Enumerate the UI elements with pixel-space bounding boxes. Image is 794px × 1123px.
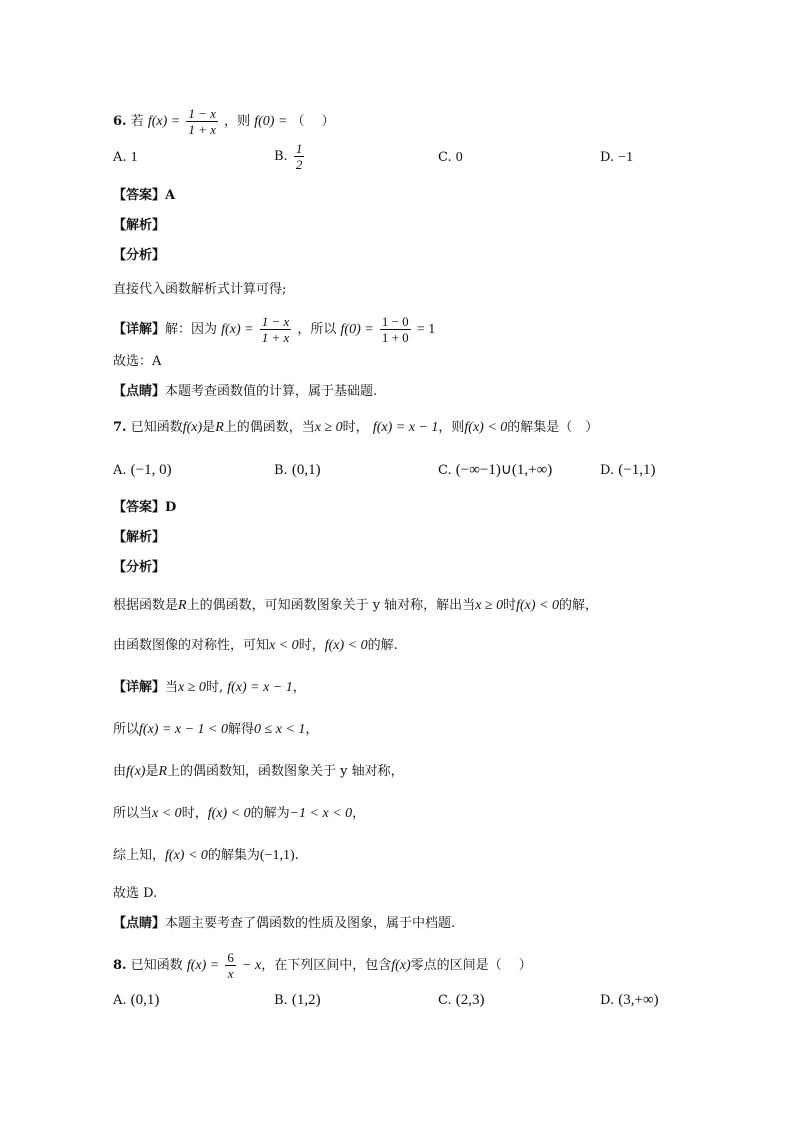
math: f(x) < 0: [464, 420, 508, 435]
math: R: [178, 598, 187, 613]
option-label: C.: [438, 993, 452, 1008]
text: 当: [165, 680, 179, 695]
stem-text: 时，: [342, 420, 369, 435]
q7-detail-line1: [113, 678, 306, 698]
math: f(x) < 0: [324, 638, 368, 653]
text: 的解为: [250, 806, 290, 821]
frac-num: 6: [227, 950, 234, 965]
q7-fenxi-line2: [113, 636, 398, 656]
option-value: (3,+∞): [618, 992, 659, 1008]
dianjing-text: 本题考查函数值的计算，属于基础题.: [165, 384, 378, 399]
option-label: A.: [113, 993, 127, 1008]
option-value: (2,3): [455, 992, 485, 1008]
q6-stem-tail: （ ）: [291, 114, 335, 129]
q8-fraction: [225, 950, 236, 981]
text: ，: [292, 680, 306, 695]
option-label: C.: [438, 463, 452, 478]
text: 时，: [298, 638, 325, 653]
q6-stem: [113, 106, 335, 137]
detail-fraction-2: [380, 314, 411, 345]
math: − x: [242, 958, 262, 973]
detail-text: 解：因为: [165, 322, 218, 337]
text: 由: [113, 764, 127, 779]
text: 时,: [205, 680, 224, 695]
dianjing-text: 本题主要考查了偶函数的性质及图象，属于中档题.: [165, 916, 456, 931]
option-value: (−1,1): [618, 462, 656, 478]
frac-den: 1 + x: [261, 330, 290, 345]
detail-mid: ，所以: [297, 322, 337, 337]
text: 时: [503, 598, 517, 613]
text: 根据函数是: [113, 598, 179, 613]
frac-num: 1 − 0: [381, 314, 409, 329]
text: ，: [305, 722, 319, 737]
text: 解得: [228, 722, 255, 737]
math: f(x): [182, 420, 203, 435]
q8-option-b: [274, 990, 321, 1011]
q8-option-c: [438, 990, 485, 1011]
q7-option-d: [600, 460, 655, 481]
detail-tag: 【详解】: [113, 322, 166, 337]
q7-jiexi: 【解析】: [113, 530, 166, 545]
stem-text: ，则: [438, 420, 465, 435]
math: f(x) < 0: [165, 848, 208, 863]
q6-option-b: [274, 141, 306, 172]
q7-stem: [113, 418, 598, 438]
detail-result: = 1: [416, 322, 436, 337]
math: 0 ≤ x < 1: [254, 722, 306, 737]
text: 所以: [113, 722, 140, 737]
stem-text: 已知函数: [130, 958, 183, 973]
option-fraction: [294, 141, 305, 172]
stem-text: ，在下列区间中，包含: [261, 958, 392, 973]
text: 的解集为: [207, 848, 260, 863]
math: f(x): [126, 764, 146, 779]
frac-den: x: [227, 966, 234, 981]
text: 的解.: [367, 638, 398, 653]
q7-dianjing: [113, 914, 455, 934]
option-label: D.: [600, 463, 615, 478]
stem-text: 上的偶函数，当: [223, 420, 315, 435]
q6-answer: [113, 186, 175, 206]
q8-option-d: [600, 990, 659, 1011]
q6-option-d: [600, 148, 633, 168]
q6-option-c: [438, 148, 463, 168]
math: x ≥ 0: [178, 680, 206, 695]
frac-num: 1: [295, 141, 303, 156]
detail-lhs: f(x) =: [221, 322, 254, 337]
option-value: (0,1): [291, 462, 321, 478]
q7-detail-line3: [113, 762, 404, 782]
dianjing-tag: 【点睛】: [113, 384, 166, 399]
q7-choose: 故选 D.: [113, 886, 158, 901]
text: 综上知，: [113, 848, 166, 863]
q7-option-c: [438, 460, 552, 481]
option-value: (−1, 0): [130, 462, 172, 478]
option-value: (1,2): [291, 992, 321, 1008]
stem-text: 是: [202, 420, 216, 435]
q7-detail-line5: [113, 846, 299, 866]
math: x ≥ 0: [475, 598, 504, 613]
option-value: −1: [618, 150, 634, 165]
q7-number: 7.: [113, 420, 127, 435]
math: R: [215, 420, 224, 435]
answer-value: A: [165, 188, 176, 203]
text: 所以当: [113, 806, 153, 821]
text: 上的偶函数知，函数图象关于 y 轴对称，: [167, 764, 404, 779]
option-value: (−∞−1)∪(1,+∞): [455, 462, 553, 478]
option-label: B.: [274, 463, 288, 478]
dianjing-tag: 【点睛】: [113, 916, 166, 931]
option-value: 0: [455, 150, 463, 165]
frac-den: 1 + 0: [381, 330, 409, 345]
frac-num: 1 − x: [261, 314, 290, 329]
text: ，: [352, 806, 366, 821]
q6-dianjing: [113, 382, 377, 402]
math: f(x) = x − 1: [227, 680, 293, 695]
math: x < 0: [152, 806, 182, 821]
q7-detail-line4: [113, 804, 365, 824]
answer-tag: 【答案】: [113, 500, 166, 515]
q6-fraction: [186, 106, 218, 137]
q6-eval: f(0) =: [254, 114, 288, 129]
stem-text: 的解集是（ ）: [507, 420, 599, 435]
option-label: C.: [438, 150, 452, 165]
q6-stem-mid: ，则: [224, 114, 251, 129]
math: f(x) < 0: [207, 806, 251, 821]
q8-option-a: [113, 990, 159, 1011]
stem-text: 零点的区间是（ ）: [410, 958, 532, 973]
q6-func-lhs: f(x) =: [147, 114, 181, 129]
option-value: 1: [130, 150, 138, 165]
q6-number: 6.: [113, 114, 127, 129]
detail-fraction: [260, 314, 292, 345]
option-label: A.: [113, 463, 127, 478]
frac-den: 2: [295, 157, 303, 172]
detail-tag: 【详解】: [113, 680, 166, 695]
math: R: [158, 764, 168, 779]
detail-eval: f(0) =: [340, 322, 374, 337]
math: f(x) < 0: [516, 598, 559, 613]
math: f(x) = x − 1 < 0: [139, 722, 228, 737]
option-label: D.: [600, 993, 615, 1008]
math: f(x) = x − 1: [372, 420, 439, 435]
option-label: A.: [113, 150, 127, 165]
q6-frac-den: 1 + x: [188, 122, 216, 137]
math: f(x) =: [186, 958, 220, 973]
q6-stem-text: 若: [130, 114, 144, 129]
q6-option-a: [113, 148, 138, 168]
math: (−1,1): [259, 848, 295, 863]
q7-detail-line2: [113, 720, 318, 740]
text: 时，: [181, 806, 208, 821]
text: .: [294, 848, 299, 863]
q6-frac-num: 1 − x: [188, 106, 216, 121]
q6-choose: 故选：A: [113, 354, 162, 369]
text: 是: [145, 764, 159, 779]
math: x < 0: [269, 638, 299, 653]
text: 由函数图像的对称性，可知: [113, 638, 270, 653]
q7-option-a: [113, 460, 172, 481]
math: f(x): [391, 958, 411, 973]
option-label: B.: [274, 993, 288, 1008]
q7-answer: [113, 498, 176, 518]
q7-option-b: [274, 460, 321, 481]
math: x ≥ 0: [314, 420, 343, 435]
text: 的解，: [558, 598, 598, 613]
q8-stem: [113, 950, 532, 981]
option-label: D.: [600, 150, 615, 165]
answer-tag: 【答案】: [113, 188, 166, 203]
math: −1 < x < 0: [289, 806, 353, 821]
q6-detail: [113, 314, 435, 345]
stem-text: 已知函数: [130, 420, 183, 435]
text: 上的偶函数，可知函数图象关于 y 轴对称，解出当: [186, 598, 476, 613]
q6-fenxi-text: 直接代入函数解析式计算可得;: [113, 282, 287, 297]
answer-value: D: [165, 500, 177, 515]
q6-fenxi: 【分析】: [113, 248, 166, 263]
option-value: (0,1): [130, 992, 160, 1008]
option-label: B.: [274, 149, 288, 164]
q7-fenxi: 【分析】: [113, 560, 166, 575]
q6-jiexi: 【解析】: [113, 218, 166, 233]
q8-number: 8.: [113, 958, 127, 973]
q7-fenxi-line1: [113, 596, 598, 616]
